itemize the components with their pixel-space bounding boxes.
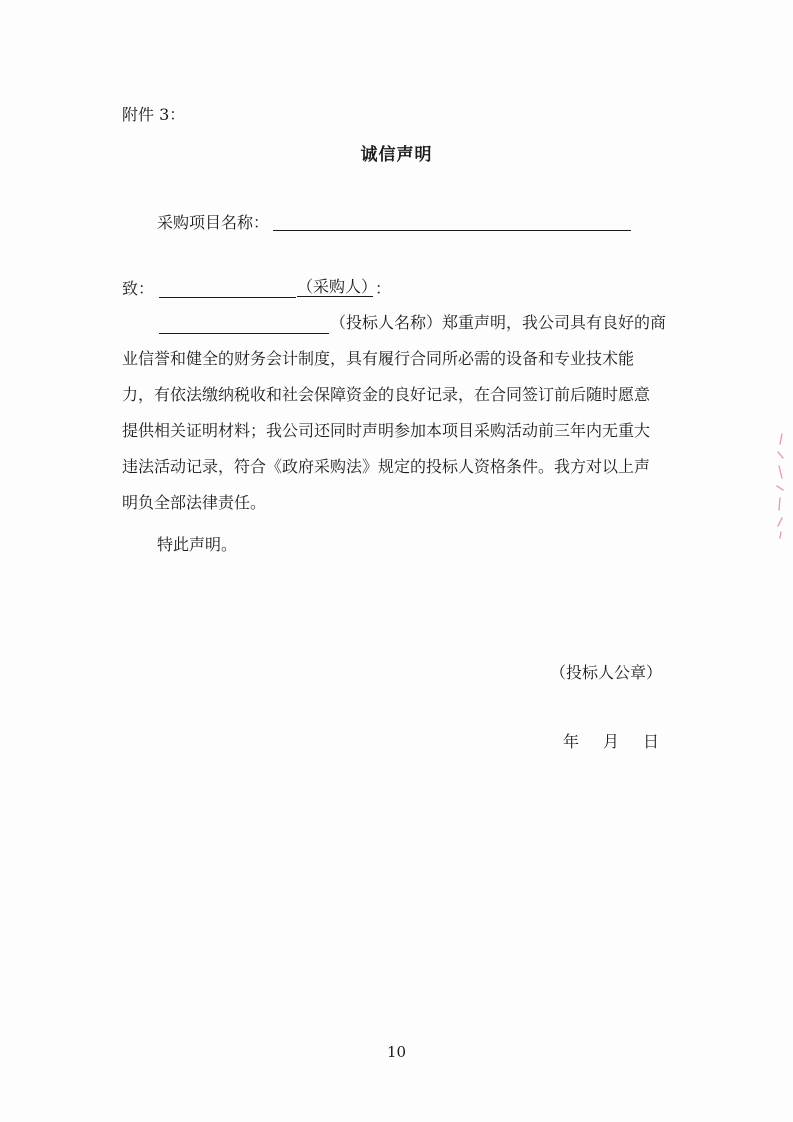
purchaser-label: （采购人） [297, 277, 378, 296]
attachment-label: 附件 3： [122, 105, 186, 124]
statement-line-5: 违法活动记录，符合《政府采购法》规定的投标人资格条件。我方对以上声 [122, 457, 651, 476]
statement-line-6: 明负全部法律责任。 [122, 493, 267, 512]
to-label: 致： [122, 279, 155, 298]
purchaser-blank[interactable] [159, 297, 296, 298]
page-number: 10 [386, 1043, 407, 1061]
year-label: 年 [563, 732, 580, 751]
bidder-name-blank[interactable] [159, 333, 329, 334]
project-name-label: 采购项目名称： [157, 213, 270, 232]
project-name-blank[interactable] [273, 230, 631, 231]
statement-line-3: 力，有依法缴纳税收和社会保障资金的良好记录，在合同签订前后随时愿意 [122, 385, 651, 404]
closing-text: 特此声明。 [157, 535, 238, 554]
statement-line-1: （投标人名称）郑重声明，我公司具有良好的商 [330, 313, 667, 332]
statement-line-2: 业信誉和健全的财务会计制度，具有履行合同所必需的设备和专业技术能 [122, 349, 635, 368]
month-label: 月 [603, 732, 620, 751]
bidder-seal-label: （投标人公章） [550, 663, 663, 682]
date-line [563, 731, 659, 753]
to-colon: ： [375, 279, 392, 298]
stamp-fragment-icon [770, 430, 788, 540]
statement-line-4: 提供相关证明材料；我公司还同时声明参加本项目采购活动前三年内无重大 [122, 421, 651, 440]
document-title: 诚信声明 [360, 145, 433, 165]
day-label: 日 [643, 732, 660, 751]
purchaser-label-underline [297, 296, 373, 297]
